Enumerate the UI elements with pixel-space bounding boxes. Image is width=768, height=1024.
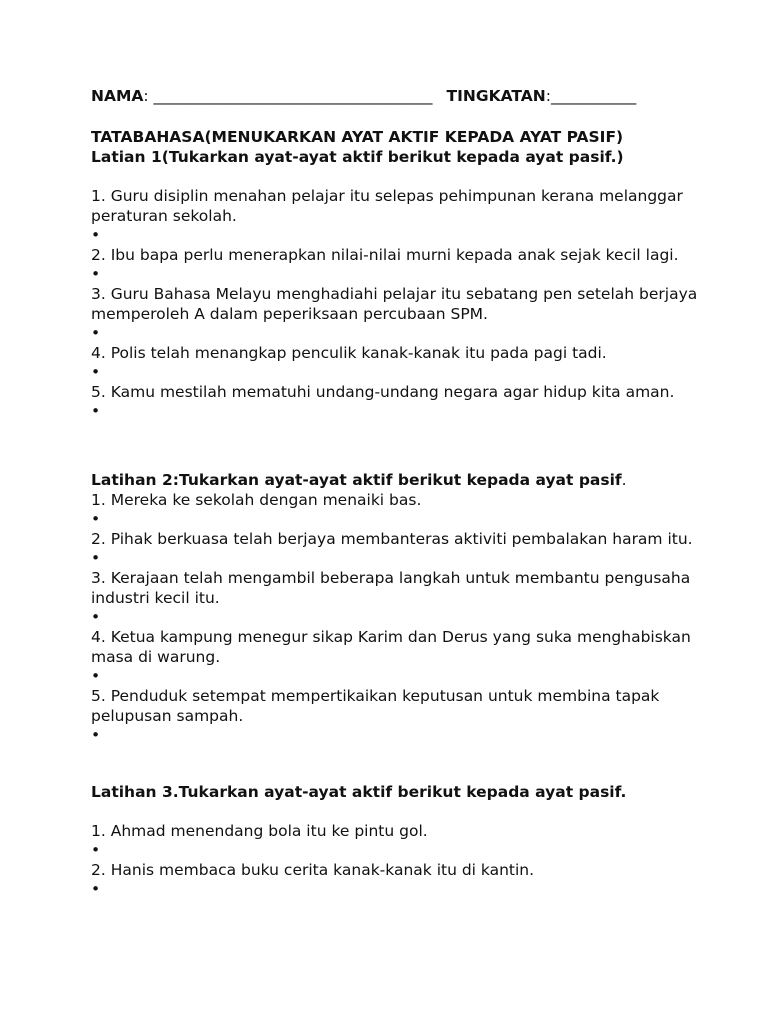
question-item: 5. Penduduk setempat mempertikaikan keputusan untuk membina tapak pelupusan sampah. <box>91 687 660 725</box>
question-item: 2. Pihak berkuasa telah berjaya membanteras aktiviti pembalakan haram itu. <box>91 530 693 548</box>
section-latihan-3 <box>91 782 731 899</box>
answer-bullet: • <box>91 608 101 626</box>
question-item: 2. Ibu bapa perlu menerapkan nilai-nilai murni kepada anak sejak kecil lagi. <box>91 246 679 264</box>
answer-bullet: • <box>91 726 101 744</box>
worksheet-page <box>91 86 731 899</box>
section-heading: Latihan 3.Tukarkan ayat-ayat aktif berikut kepada ayat pasif. <box>91 783 627 801</box>
tingkatan-answer-line: :___________ <box>545 87 637 105</box>
question-item: 1. Mereka ke sekolah dengan menaiki bas. <box>91 491 422 509</box>
question-item: 4. Polis telah menangkap penculik kanak-kanak itu pada pagi tadi. <box>91 344 607 362</box>
question-item: 5. Kamu mestilah mematuhi undang-undang negara agar hidup kita aman. <box>91 383 675 401</box>
section-latian-1 <box>91 147 731 421</box>
question-item: 1. Guru disiplin menahan pelajar itu selepas pehimpunan kerana melanggar peraturan sekolah. <box>91 187 683 225</box>
question-item: 3. Kerajaan telah mengambil beberapa langkah untuk membantu pengusaha industri kecil itu. <box>91 569 691 607</box>
section-heading: Latihan 2:Tukarkan ayat-ayat aktif berikut kepada ayat pasif. <box>91 471 627 489</box>
answer-bullet: • <box>91 226 101 244</box>
answer-bullet: • <box>91 841 101 859</box>
question-item: 1. Ahmad menendang bola itu ke pintu gol. <box>91 822 428 840</box>
section-latihan-2 <box>91 470 731 745</box>
worksheet-title: TATABAHASA(MENUKARKAN AYAT AKTIF KEPADA AYAT PASIF) <box>91 128 624 146</box>
question-item: 2. Hanis membaca buku cerita kanak-kanak itu di kantin. <box>91 861 535 879</box>
nama-label: NAMA <box>91 87 144 105</box>
answer-bullet: • <box>91 363 101 381</box>
answer-bullet: • <box>91 510 101 528</box>
question-item: 3. Guru Bahasa Melayu menghadiahi pelajar itu sebatang pen setelah berjaya memperoleh A dalam peperiksaan percubaan SPM. <box>91 285 698 323</box>
answer-bullet: • <box>91 549 101 567</box>
tingkatan-label: TINGKATAN <box>446 87 546 105</box>
question-item: 4. Ketua kampung menegur sikap Karim dan Derus yang suka menghabiskan masa di warung. <box>91 628 691 666</box>
answer-bullet: • <box>91 265 101 283</box>
nama-answer-line: : ____________________________________ <box>143 87 433 105</box>
answer-bullet: • <box>91 667 101 685</box>
section-heading: Latian 1(Tukarkan ayat-ayat aktif berikut kepada ayat pasif.) <box>91 148 624 166</box>
student-info-row <box>91 86 731 106</box>
answer-bullet: • <box>91 324 101 342</box>
answer-bullet: • <box>91 402 101 420</box>
answer-bullet: • <box>91 880 101 898</box>
